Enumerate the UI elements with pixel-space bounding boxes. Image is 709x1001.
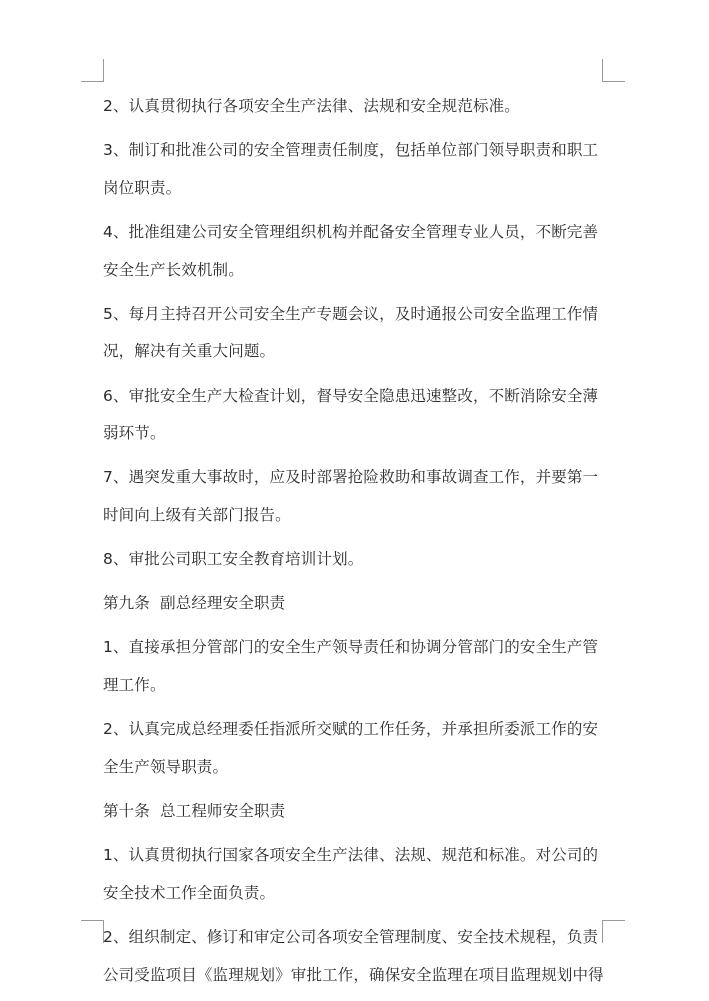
text-line: 1、认真贯彻执行国家各项安全生产法律、法规、规范和标准。对公司的: [103, 846, 599, 865]
paragraph: [103, 711, 603, 786]
text-line: 3、制订和批准公司的安全管理责任制度，包括单位部门领导职责和职工: [103, 141, 599, 160]
text-line: 安全技术工作全面负责。: [103, 883, 276, 902]
text-line: 况，解决有关重大问题。: [103, 342, 276, 361]
text-line: 7、遇突发重大事故时，应及时部署抢险救助和事故调查工作，并要第一: [103, 468, 599, 487]
paragraph: [103, 541, 603, 579]
text-line: 2、认真贯彻执行各项安全生产法律、法规和安全规范标准。: [103, 97, 520, 115]
text-line: 5、每月主持召开公司安全生产专题会议，及时通报公司安全监理工作情: [103, 304, 599, 323]
paragraph: [103, 296, 603, 371]
paragraph: [103, 629, 603, 704]
paragraph: [103, 214, 603, 289]
paragraph: [103, 88, 603, 126]
text-line: 公司受监项目《监理规划》审批工作，确保安全监理在项目监理规划中得: [103, 965, 604, 984]
paragraph: [103, 132, 603, 207]
text-line: 2、组织制定、修订和审定公司各项安全管理制度、安全技术规程，负责: [103, 928, 599, 946]
margin-corner-bottom-right: [602, 920, 625, 943]
margin-corner-top-right: [602, 59, 625, 82]
section-heading: 第十条 总工程师安全职责: [103, 802, 286, 821]
margin-corner-bottom-left: [81, 920, 104, 943]
text-line: 1、直接承担分管部门的安全生产领导责任和协调分管部门的安全生产管: [103, 638, 599, 657]
text-line: 2、认真完成总经理委任指派所交赋的工作任务，并承担所委派工作的安: [103, 720, 599, 739]
document-body: [103, 88, 603, 1001]
margin-corner-top-left: [81, 59, 104, 82]
text-line: 8、审批公司职工安全教育培训计划。: [103, 550, 364, 569]
text-line: 全生产领导职责。: [103, 757, 229, 776]
text-line: 安全生产长效机制。: [103, 260, 244, 279]
text-line: 弱环节。: [103, 424, 166, 443]
text-line: 6、审批安全生产大检查计划，督导安全隐患迅速整改，不断消除安全薄: [103, 386, 599, 405]
text-line: 4、批准组建公司安全管理组织机构并配备安全管理专业人员，不断完善: [103, 222, 599, 241]
paragraph: [103, 837, 603, 912]
section-heading: 第九条 副总经理安全职责: [103, 594, 286, 613]
paragraph: [103, 378, 603, 453]
paragraph: [103, 919, 603, 994]
text-line: 岗位职责。: [103, 178, 182, 197]
text-line: 理工作。: [103, 676, 166, 695]
paragraph: [103, 459, 603, 534]
text-line: 时间向上级有关部门报告。: [103, 505, 291, 524]
